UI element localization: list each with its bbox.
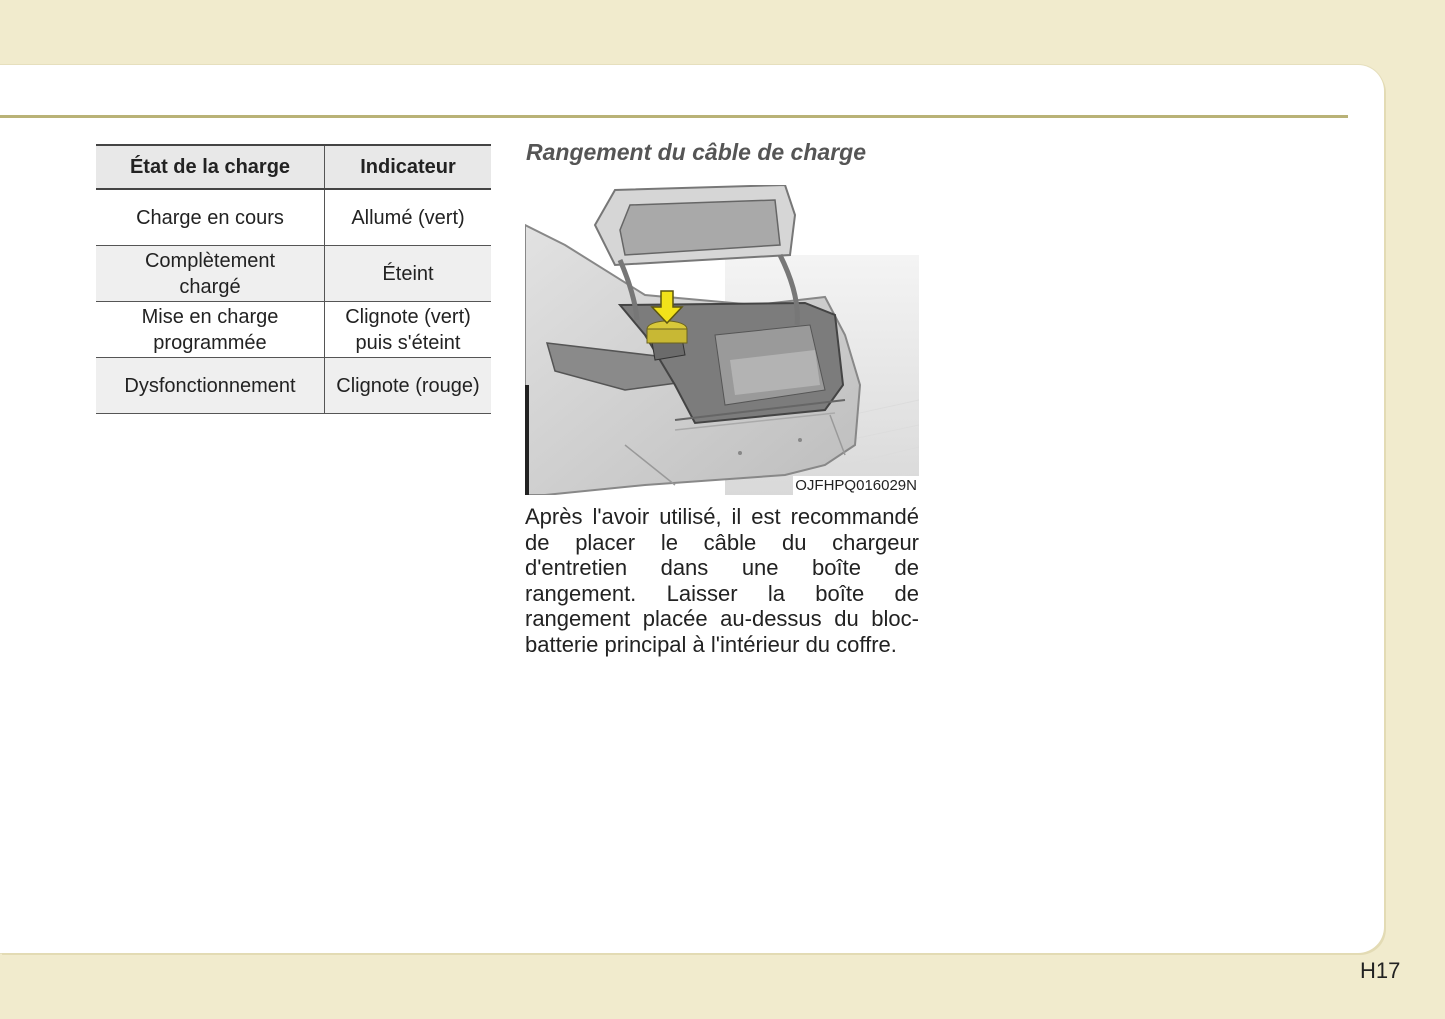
- table-cell: Allumé (vert): [325, 189, 492, 246]
- page-number: H17: [1360, 958, 1401, 983]
- trunk-illustration: [525, 185, 919, 495]
- table-cell: Complètement chargé: [96, 246, 325, 302]
- table-row: [96, 302, 491, 358]
- table-cell: Mise en charge programmée: [96, 302, 325, 358]
- table-cell: Charge en cours: [96, 189, 325, 246]
- table-row: [96, 358, 491, 414]
- figure-code: OJFHPQ016029N: [795, 477, 917, 494]
- body-paragraph: Après l'avoir utilisé, il est recommandé de placer le câble du chargeur d'entretien dans une boîte de rangement. Laisser la boîte de rangement placée au-dessus du bloc-batterie principal à l'intérieur du coffre.: [525, 504, 919, 657]
- table-cell: Clignote (rouge): [325, 358, 492, 414]
- table-cell: Dysfonctionnement: [96, 358, 325, 414]
- table-row: [96, 189, 491, 246]
- column-header: Indicateur: [325, 145, 492, 189]
- header-rule: [0, 115, 1348, 118]
- table-row: [96, 246, 491, 302]
- table-header-row: [96, 145, 491, 189]
- table-cell: Éteint: [325, 246, 492, 302]
- page-sheet: [0, 65, 1384, 953]
- table-cell: Clignote (vert) puis s'éteint: [325, 302, 492, 358]
- charge-status-table: [96, 144, 491, 414]
- section-title: Rangement du câble de charge: [526, 139, 866, 165]
- column-header: État de la charge: [96, 145, 325, 189]
- car-trunk-drawing: [525, 185, 919, 495]
